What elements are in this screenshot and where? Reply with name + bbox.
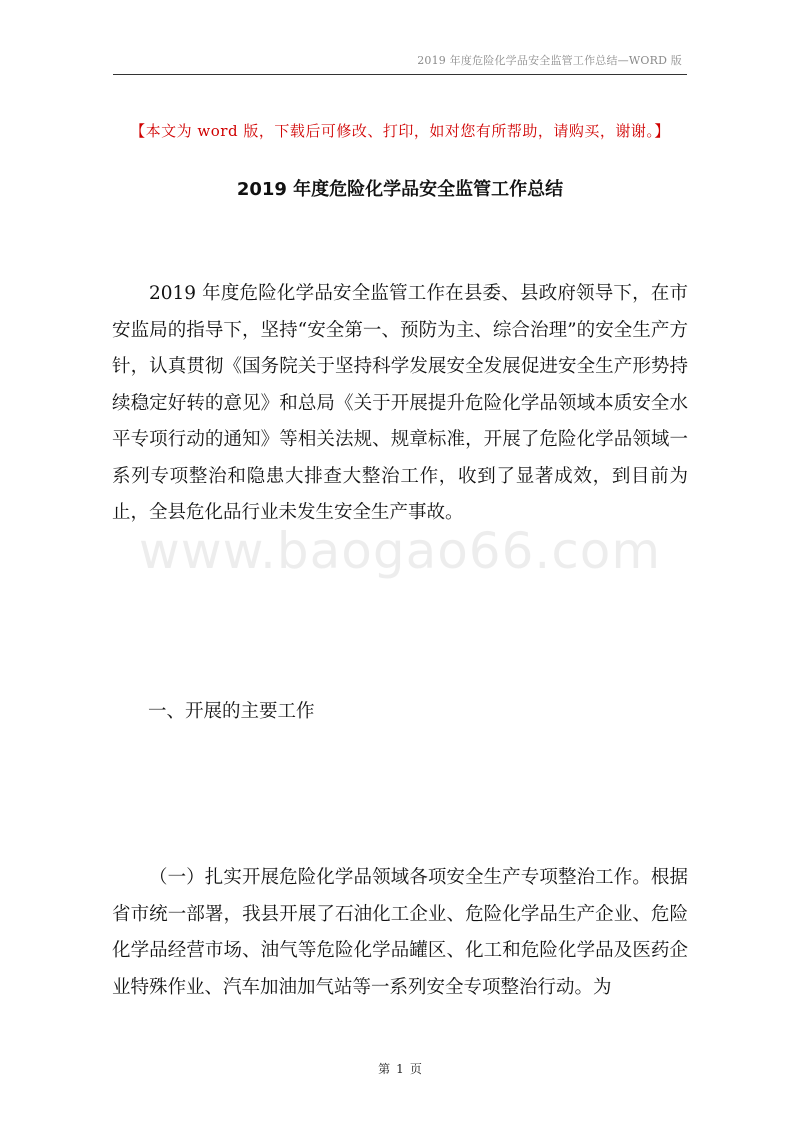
- page-suffix: 页: [409, 1062, 422, 1076]
- document-title: 2019 年度危险化学品安全监管工作总结: [236, 179, 564, 200]
- intro-paragraph: 2019 年度危险化学品安全监管工作在县委、县政府领导下，在市安监局的指导下，坚持“安全第一、预防为主、综合治理”的安全生产方针，认真贯彻《国务院关于坚持科学发展安全发展促进安全生产形势持续稳定好转的意见》和总局《关于开展提升危险化学品领域本质安全水平专项行动的通知》等相关法规、规章标准，开展了危险化学品领域一系列专项整治和隐患大排查大整治工作，收到了显著成效，到目前为止，全县危化品行业未发生安全生产事故。: [112, 283, 688, 523]
- page-prefix: 第: [378, 1062, 391, 1076]
- site-watermark: www.baogao66.com: [138, 522, 662, 580]
- running-header: 2019 年度危险化学品安全监管工作总结—WORD 版: [417, 54, 682, 67]
- purchase-notice: 【本文为 word 版，下载后可修改、打印，如对您有所帮助，请购买，谢谢。】: [130, 122, 670, 140]
- page-number: 1: [396, 1062, 404, 1076]
- section-heading: 一、开展的主要工作: [148, 701, 315, 722]
- subsection-paragraph: （一）扎实开展危险化学品领域各项安全生产专项整治工作。根据省市统一部署，我县开展了石油化工企业、危险化学品生产企业、危险化学品经营市场、油气等危险化学品罐区、化工和危险化学品及医药企业特殊作业、汽车加油加气站等一系列安全专项整治行动。为: [112, 867, 688, 998]
- header-divider: [113, 74, 687, 75]
- page-footer: [0, 1060, 800, 1077]
